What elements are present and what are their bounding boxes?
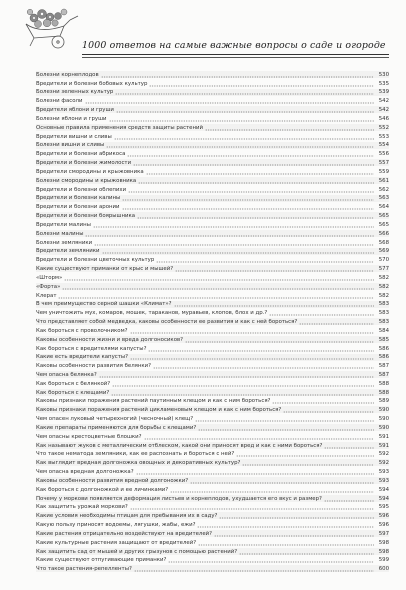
toc-entry-page: 582: [378, 283, 389, 290]
toc-entry-title: «Шторм»: [36, 274, 63, 281]
toc-entry[interactable]: [36, 388, 389, 397]
toc-entry-page: 591: [378, 433, 389, 440]
toc-entry-page: 590: [378, 416, 389, 423]
toc-leader-dots: [122, 195, 374, 201]
toc-entry-page: 530: [378, 71, 389, 78]
toc-entry-page: 593: [378, 469, 389, 476]
toc-entry-page: 566: [378, 230, 389, 237]
toc-leader-dots: [239, 549, 374, 555]
toc-entry-page: 554: [378, 142, 389, 149]
toc-entry-title: Болезни фасоли: [36, 98, 83, 105]
toc-entry-title: Какую пользу приносят водоемы, лягушки, жабы, ежи?: [36, 522, 196, 529]
toc-leader-dots: [299, 319, 374, 325]
toc-entry-page: 599: [378, 557, 389, 564]
toc-entry[interactable]: [36, 344, 389, 353]
toc-entry[interactable]: [36, 494, 389, 503]
toc-leader-dots: [185, 337, 374, 343]
toc-entry[interactable]: [36, 273, 389, 282]
toc-entry[interactable]: [36, 326, 389, 335]
toc-leader-dots: [58, 293, 374, 299]
toc-entry[interactable]: [36, 114, 389, 123]
toc-entry-title: Каковы признаки поражения растений цикламеновым клещом и как с ним бороться?: [36, 407, 282, 414]
toc-entry[interactable]: [36, 503, 389, 512]
toc-entry[interactable]: [36, 194, 389, 203]
toc-entry-title: Чем опасна белянка?: [36, 371, 97, 378]
toc-entry[interactable]: [36, 220, 389, 229]
toc-entry[interactable]: [36, 379, 389, 388]
toc-leader-dots: [128, 187, 374, 193]
toc-entry-title: Что такое растения-репелленты?: [36, 566, 132, 573]
toc-entry-page: 583: [378, 310, 389, 317]
toc-entry-page: 570: [378, 257, 389, 264]
toc-entry[interactable]: [36, 185, 389, 194]
toc-entry[interactable]: [36, 282, 389, 291]
toc-entry-title: Каковы особенности развития белянки?: [36, 363, 152, 370]
toc-entry-page: 552: [378, 124, 389, 131]
toc-leader-dots: [190, 478, 374, 484]
toc-leader-dots: [116, 107, 374, 113]
toc-leader-dots: [149, 81, 374, 87]
toc-entry-title: Какие есть вредители капусты?: [36, 354, 128, 361]
toc-entry-title: Вредители вишни и сливы: [36, 133, 112, 140]
toc-entry[interactable]: [36, 202, 389, 211]
toc-leader-dots: [205, 125, 374, 131]
toc-entry-page: 563: [378, 195, 389, 202]
toc-entry[interactable]: [36, 467, 389, 476]
toc-leader-dots: [146, 169, 374, 175]
toc-entry[interactable]: [36, 96, 389, 105]
toc-leader-dots: [114, 134, 374, 140]
toc-entry-title: Как защитить урожай моркови?: [36, 504, 128, 511]
toc-leader-dots: [111, 390, 374, 396]
toc-entry[interactable]: [36, 211, 389, 220]
toc-entry[interactable]: [36, 441, 389, 450]
toc-entry-title: Вредители и болезни абрикоса: [36, 151, 126, 158]
toc-leader-dots: [138, 178, 374, 184]
toc-entry[interactable]: [36, 361, 389, 370]
toc-entry-page: 594: [378, 486, 389, 493]
toc-entry-title: Как бороться с проволочником?: [36, 327, 128, 334]
toc-entry-page: 596: [378, 522, 389, 529]
toc-leader-dots: [170, 487, 374, 493]
toc-entry-title: Болезни смородины и крыжовника: [36, 177, 137, 184]
toc-leader-dots: [62, 284, 374, 290]
toc-entry-page: 557: [378, 160, 389, 167]
toc-entry-page: 583: [378, 301, 389, 308]
toc-entry-title: Чем опасны крестоцветные блошки?: [36, 433, 142, 440]
toc-leader-dots: [64, 275, 374, 281]
toc-entry[interactable]: [36, 458, 389, 467]
toc-entry-page: 565: [378, 213, 389, 220]
toc-leader-dots: [242, 460, 374, 466]
toc-entry-title: Что такое нематода земляники, как ее распознать и бороться с ней?: [36, 451, 235, 458]
toc-entry-page: 539: [378, 89, 389, 96]
toc-entry-title: Чем опасен луковый четырехногий (чесночный) клещ?: [36, 416, 194, 423]
toc-entry-title: Болезни зеленных культур: [36, 89, 114, 96]
toc-entry[interactable]: [36, 511, 389, 520]
toc-entry[interactable]: [36, 300, 389, 309]
toc-entry-page: 590: [378, 407, 389, 414]
toc-leader-dots: [112, 381, 374, 387]
toc-entry[interactable]: [36, 238, 389, 247]
toc-leader-dots: [106, 142, 374, 148]
toc-leader-dots: [324, 443, 374, 449]
toc-entry-title: Вредители и болезни облепихи: [36, 186, 127, 193]
toc-entry-title: Вредители земляники: [36, 248, 100, 255]
wheelbarrow-with-flowers-icon: [20, 4, 82, 50]
toc-entry-title: Вредители яблони и груши: [36, 107, 114, 114]
toc-leader-dots: [133, 160, 374, 166]
toc-entry[interactable]: [36, 123, 389, 132]
running-title: 1000 ответов на самые важные вопросы о саде и огороде: [82, 40, 386, 51]
toc-entry-title: Какие существуют отпугивающие приманки?: [36, 557, 167, 564]
toc-entry-title: Вредители и болезни бобовых культур: [36, 80, 148, 87]
toc-leader-dots: [219, 513, 374, 519]
toc-entry-title: В чем преимущество серной шашки «Климат»?: [36, 301, 172, 308]
toc-entry-page: 559: [378, 168, 389, 175]
toc-entry[interactable]: [36, 308, 389, 317]
toc-entry[interactable]: [36, 547, 389, 556]
header-rule: [82, 54, 389, 55]
toc-entry-page: 568: [378, 239, 389, 246]
toc-entry[interactable]: [36, 353, 389, 362]
toc-entry-page: 585: [378, 336, 389, 343]
toc-entry[interactable]: [36, 176, 389, 185]
toc-entry-page: 553: [378, 133, 389, 140]
toc-entry[interactable]: [36, 229, 389, 238]
toc-leader-dots: [130, 328, 374, 334]
table-of-contents: [36, 70, 389, 573]
toc-entry-title: Какие препараты применяются для борьбы с клещами?: [36, 424, 197, 431]
toc-entry-page: 556: [378, 151, 389, 158]
toc-leader-dots: [214, 531, 374, 537]
toc-entry-page: 588: [378, 389, 389, 396]
toc-entry-title: Болезни корнеплодов: [36, 71, 99, 78]
toc-entry[interactable]: [36, 423, 389, 432]
toc-entry-title: Клерат: [36, 292, 57, 299]
toc-entry[interactable]: [36, 335, 389, 344]
toc-entry-page: 577: [378, 266, 389, 273]
toc-entry-page: 595: [378, 504, 389, 511]
toc-leader-dots: [197, 522, 374, 528]
toc-leader-dots: [236, 451, 374, 457]
toc-entry-title: Вредители малины: [36, 221, 91, 228]
toc-entry-page: 583: [378, 319, 389, 326]
toc-entry-page: 561: [378, 177, 389, 184]
toc-entry-title: Болезни земляники: [36, 239, 93, 246]
toc-entry-page: 592: [378, 451, 389, 458]
toc-entry-title: Чем уничтожить мух, комаров, мошек, тараканов, муравьев, клопов, блох и др.?: [36, 310, 268, 317]
header-rule-thin: [82, 57, 389, 58]
toc-leader-dots: [122, 204, 374, 210]
toc-leader-dots: [137, 213, 374, 219]
toc-entry-page: 565: [378, 221, 389, 228]
toc-leader-dots: [127, 151, 374, 157]
toc-entry[interactable]: [36, 397, 389, 406]
toc-leader-dots: [148, 346, 374, 352]
toc-entry[interactable]: [36, 317, 389, 326]
toc-entry-page: 562: [378, 186, 389, 193]
toc-entry-page: 582: [378, 274, 389, 281]
toc-entry[interactable]: [36, 414, 389, 423]
toc-entry-page: 598: [378, 539, 389, 546]
toc-leader-dots: [109, 116, 374, 122]
toc-entry-page: 535: [378, 80, 389, 87]
toc-entry-title: Как бороться с клещами?: [36, 389, 110, 396]
toc-leader-dots: [168, 557, 374, 563]
toc-entry-page: 592: [378, 460, 389, 467]
toc-entry-page: 587: [378, 363, 389, 370]
toc-leader-dots: [153, 363, 374, 369]
toc-leader-dots: [198, 425, 374, 431]
toc-entry-page: 586: [378, 354, 389, 361]
toc-entry-title: Как выглядит вредная долгоножка овощных и декоративных культур?: [36, 460, 241, 467]
toc-leader-dots: [144, 434, 374, 440]
toc-entry-page: 564: [378, 204, 389, 211]
toc-leader-dots: [134, 566, 374, 572]
toc-leader-dots: [195, 416, 374, 422]
toc-leader-dots: [85, 231, 374, 237]
toc-entry-title: Вредители и болезни калины: [36, 195, 121, 202]
toc-leader-dots: [115, 89, 374, 95]
toc-entry-title: Каковы признаки поражения растений паутинным клещом и как с ним бороться?: [36, 398, 271, 405]
toc-entry-title: Как бороться с вредителями капусты?: [36, 345, 147, 352]
toc-entry-title: Вредители и болезни цветочных культур: [36, 257, 155, 264]
toc-entry[interactable]: [36, 370, 389, 379]
toc-entry[interactable]: [36, 450, 389, 459]
toc-entry-page: 596: [378, 513, 389, 520]
toc-entry[interactable]: [36, 520, 389, 529]
toc-entry-title: Как называют жуков с металлическим отблеском, какой они приносят вред и как с ними бороться?: [36, 442, 323, 449]
toc-entry[interactable]: [36, 105, 389, 114]
toc-entry-title: Как защитить сад от мышей и других грызунов с помощью растений?: [36, 548, 238, 555]
toc-entry-title: Вредители и болезни аронии: [36, 204, 120, 211]
toc-entry[interactable]: [36, 88, 389, 97]
toc-leader-dots: [198, 540, 374, 546]
toc-entry-title: Какие условия необходимы птицам для пребывания их в саду?: [36, 513, 218, 520]
toc-leader-dots: [94, 240, 374, 246]
toc-entry[interactable]: [36, 255, 389, 264]
toc-leader-dots: [130, 504, 374, 510]
toc-entry-page: 569: [378, 248, 389, 255]
toc-entry[interactable]: [36, 564, 389, 573]
toc-entry-title: Какие растения отрицательно воздействуют на вредителей?: [36, 530, 213, 537]
toc-entry-page: 600: [378, 566, 389, 573]
toc-leader-dots: [93, 222, 374, 228]
toc-leader-dots: [175, 266, 374, 272]
toc-entry-title: «Форта»: [36, 283, 61, 290]
toc-entry-page: 589: [378, 398, 389, 405]
page-header: [0, 0, 406, 66]
toc-entry-page: 582: [378, 292, 389, 299]
toc-entry-title: Болезни малины: [36, 230, 84, 237]
toc-entry[interactable]: [36, 167, 389, 176]
toc-entry[interactable]: [36, 538, 389, 547]
toc-leader-dots: [269, 310, 374, 316]
toc-entry[interactable]: [36, 247, 389, 256]
toc-leader-dots: [174, 301, 374, 307]
toc-entry-page: 590: [378, 424, 389, 431]
toc-leader-dots: [156, 257, 374, 263]
toc-leader-dots: [324, 496, 374, 502]
toc-entry[interactable]: [36, 70, 389, 79]
toc-entry-title: Как бороться с белянкой?: [36, 380, 111, 387]
toc-leader-dots: [136, 469, 374, 475]
toc-entry-title: Болезни вишни и сливы: [36, 142, 105, 149]
toc-entry-title: Какие существуют приманки от крыс и мышей?: [36, 266, 174, 273]
toc-leader-dots: [101, 72, 374, 78]
toc-leader-dots: [283, 407, 374, 413]
toc-entry-title: Каковы особенности развития вредной долгоножки?: [36, 477, 189, 484]
toc-leader-dots: [85, 98, 375, 104]
toc-leader-dots: [102, 248, 374, 254]
toc-entry-page: 586: [378, 345, 389, 352]
toc-entry[interactable]: [36, 291, 389, 300]
toc-entry[interactable]: [36, 79, 389, 88]
toc-entry-title: Вредители смородины и крыжовника: [36, 168, 144, 175]
toc-entry-page: 591: [378, 442, 389, 449]
toc-entry[interactable]: [36, 476, 389, 485]
toc-leader-dots: [272, 398, 374, 404]
toc-entry-title: Болезни яблони и груши: [36, 115, 107, 122]
toc-entry[interactable]: [36, 141, 389, 150]
toc-entry-title: Почему у моркови появляется деформация листьев и корнеплодов, ухудшается его вкус и размер?: [36, 495, 322, 502]
toc-entry[interactable]: [36, 132, 389, 141]
toc-entry-title: Вредители и болезни боярышника: [36, 213, 136, 220]
toc-leader-dots: [99, 372, 374, 378]
toc-entry-page: 587: [378, 371, 389, 378]
toc-entry-page: 594: [378, 495, 389, 502]
toc-entry-page: 597: [378, 530, 389, 537]
toc-entry[interactable]: [36, 556, 389, 565]
toc-entry-title: Вредители и болезни жимолости: [36, 160, 132, 167]
toc-entry[interactable]: [36, 432, 389, 441]
toc-entry-page: 588: [378, 380, 389, 387]
toc-entry[interactable]: [36, 529, 389, 538]
toc-entry[interactable]: [36, 158, 389, 167]
toc-entry-title: Каковы особенности жизни и вреда долгоносиков?: [36, 336, 184, 343]
toc-entry[interactable]: [36, 264, 389, 273]
toc-entry-page: 542: [378, 107, 389, 114]
toc-entry[interactable]: [36, 485, 389, 494]
toc-entry[interactable]: [36, 405, 389, 414]
toc-entry-title: Основные правила применения средств защиты растений: [36, 124, 204, 131]
toc-entry-page: 542: [378, 98, 389, 105]
toc-entry-title: Какие культурные растения защищают от вредителей?: [36, 539, 197, 546]
toc-entry-page: 584: [378, 327, 389, 334]
toc-leader-dots: [130, 354, 374, 360]
toc-entry-page: 598: [378, 548, 389, 555]
toc-entry-title: Чем опасна вредная долгоножка?: [36, 469, 134, 476]
toc-entry-page: 593: [378, 477, 389, 484]
toc-entry-title: Что представляет собой медведка, каковы особенности ее развития и как с ней бороться?: [36, 319, 298, 326]
toc-entry-title: Как бороться с долгоножкой и ее личинками?: [36, 486, 169, 493]
toc-entry-page: 546: [378, 115, 389, 122]
toc-entry[interactable]: [36, 149, 389, 158]
